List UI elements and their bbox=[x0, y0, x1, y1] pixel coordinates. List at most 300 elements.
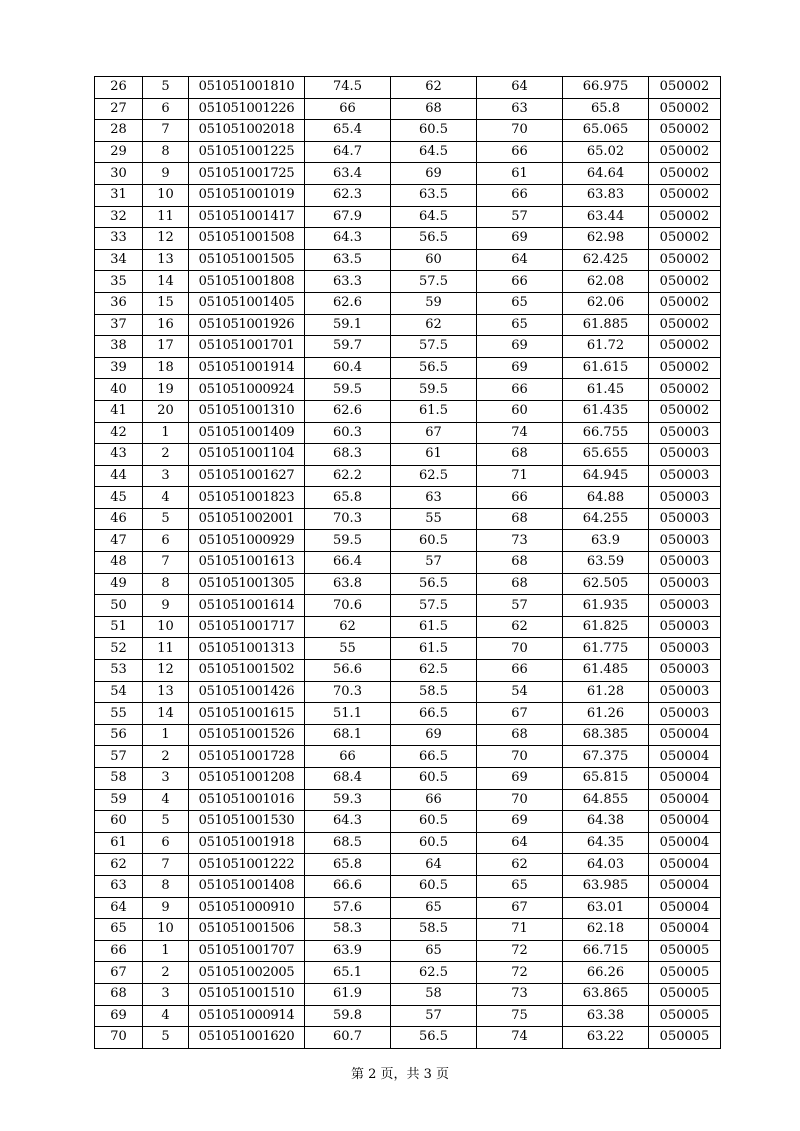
total-score-cell: 65.815 bbox=[563, 768, 649, 790]
score-b-cell: 66.5 bbox=[391, 746, 477, 768]
score-b-cell: 57 bbox=[391, 1005, 477, 1027]
group-rank-cell: 2 bbox=[143, 962, 189, 984]
serial-number-cell: 70 bbox=[95, 1027, 143, 1049]
group-rank-cell: 2 bbox=[143, 444, 189, 466]
score-a-cell: 59.7 bbox=[305, 336, 391, 358]
total-score-cell: 64.64 bbox=[563, 163, 649, 185]
score-a-cell: 59.8 bbox=[305, 1005, 391, 1027]
score-b-cell: 69 bbox=[391, 163, 477, 185]
score-a-cell: 57.6 bbox=[305, 897, 391, 919]
table-row bbox=[95, 703, 721, 725]
exam-id-cell: 051051001615 bbox=[189, 703, 305, 725]
position-code-cell: 050005 bbox=[649, 1005, 721, 1027]
position-code-cell: 050002 bbox=[649, 98, 721, 120]
total-score-cell: 65.02 bbox=[563, 141, 649, 163]
table-row bbox=[95, 854, 721, 876]
group-rank-cell: 1 bbox=[143, 724, 189, 746]
score-a-cell: 59.3 bbox=[305, 789, 391, 811]
score-a-cell: 63.3 bbox=[305, 271, 391, 293]
exam-id-cell: 051051001530 bbox=[189, 811, 305, 833]
score-a-cell: 62.3 bbox=[305, 184, 391, 206]
group-rank-cell: 13 bbox=[143, 249, 189, 271]
score-a-cell: 56.6 bbox=[305, 660, 391, 682]
score-c-cell: 68 bbox=[477, 552, 563, 574]
group-rank-cell: 9 bbox=[143, 595, 189, 617]
total-score-cell: 62.505 bbox=[563, 573, 649, 595]
exam-id-cell: 051051001409 bbox=[189, 422, 305, 444]
table-row bbox=[95, 98, 721, 120]
total-score-cell: 64.945 bbox=[563, 465, 649, 487]
exam-id-cell: 051051001823 bbox=[189, 487, 305, 509]
total-score-cell: 64.38 bbox=[563, 811, 649, 833]
score-c-cell: 67 bbox=[477, 897, 563, 919]
score-a-cell: 68.4 bbox=[305, 768, 391, 790]
score-a-cell: 61.9 bbox=[305, 983, 391, 1005]
serial-number-cell: 65 bbox=[95, 919, 143, 941]
table-row bbox=[95, 379, 721, 401]
group-rank-cell: 7 bbox=[143, 854, 189, 876]
position-code-cell: 050003 bbox=[649, 616, 721, 638]
exam-id-cell: 051051001408 bbox=[189, 875, 305, 897]
table-row bbox=[95, 314, 721, 336]
score-c-cell: 73 bbox=[477, 983, 563, 1005]
group-rank-cell: 14 bbox=[143, 703, 189, 725]
serial-number-cell: 64 bbox=[95, 897, 143, 919]
score-c-cell: 65 bbox=[477, 292, 563, 314]
table-row bbox=[95, 444, 721, 466]
serial-number-cell: 46 bbox=[95, 508, 143, 530]
position-code-cell: 050002 bbox=[649, 400, 721, 422]
position-code-cell: 050002 bbox=[649, 379, 721, 401]
group-rank-cell: 1 bbox=[143, 422, 189, 444]
group-rank-cell: 1 bbox=[143, 940, 189, 962]
table-row bbox=[95, 77, 721, 99]
score-b-cell: 55 bbox=[391, 508, 477, 530]
score-b-cell: 59.5 bbox=[391, 379, 477, 401]
score-b-cell: 64.5 bbox=[391, 206, 477, 228]
exam-id-cell: 051051001508 bbox=[189, 228, 305, 250]
score-b-cell: 65 bbox=[391, 940, 477, 962]
total-score-cell: 61.435 bbox=[563, 400, 649, 422]
position-code-cell: 050005 bbox=[649, 1027, 721, 1049]
serial-number-cell: 33 bbox=[95, 228, 143, 250]
exam-id-cell: 051051001926 bbox=[189, 314, 305, 336]
group-rank-cell: 3 bbox=[143, 465, 189, 487]
exam-id-cell: 051051001502 bbox=[189, 660, 305, 682]
position-code-cell: 050002 bbox=[649, 249, 721, 271]
table-row bbox=[95, 638, 721, 660]
score-b-cell: 62.5 bbox=[391, 962, 477, 984]
table-row bbox=[95, 336, 721, 358]
score-c-cell: 68 bbox=[477, 508, 563, 530]
serial-number-cell: 56 bbox=[95, 724, 143, 746]
score-c-cell: 66 bbox=[477, 487, 563, 509]
score-c-cell: 70 bbox=[477, 120, 563, 142]
group-rank-cell: 10 bbox=[143, 919, 189, 941]
serial-number-cell: 34 bbox=[95, 249, 143, 271]
score-b-cell: 61.5 bbox=[391, 638, 477, 660]
score-c-cell: 73 bbox=[477, 530, 563, 552]
score-a-cell: 63.9 bbox=[305, 940, 391, 962]
score-c-cell: 60 bbox=[477, 400, 563, 422]
position-code-cell: 050005 bbox=[649, 983, 721, 1005]
group-rank-cell: 20 bbox=[143, 400, 189, 422]
score-b-cell: 57.5 bbox=[391, 595, 477, 617]
exam-id-cell: 051051001506 bbox=[189, 919, 305, 941]
score-b-cell: 58.5 bbox=[391, 919, 477, 941]
score-b-cell: 56.5 bbox=[391, 228, 477, 250]
total-score-cell: 67.375 bbox=[563, 746, 649, 768]
serial-number-cell: 51 bbox=[95, 616, 143, 638]
serial-number-cell: 38 bbox=[95, 336, 143, 358]
score-b-cell: 57 bbox=[391, 552, 477, 574]
group-rank-cell: 8 bbox=[143, 875, 189, 897]
table-row bbox=[95, 832, 721, 854]
position-code-cell: 050002 bbox=[649, 292, 721, 314]
group-rank-cell: 5 bbox=[143, 77, 189, 99]
serial-number-cell: 58 bbox=[95, 768, 143, 790]
score-b-cell: 62 bbox=[391, 314, 477, 336]
group-rank-cell: 5 bbox=[143, 811, 189, 833]
score-a-cell: 59.1 bbox=[305, 314, 391, 336]
serial-number-cell: 61 bbox=[95, 832, 143, 854]
exam-id-cell: 051051001405 bbox=[189, 292, 305, 314]
total-score-cell: 62.98 bbox=[563, 228, 649, 250]
exam-id-cell: 051051001620 bbox=[189, 1027, 305, 1049]
score-c-cell: 66 bbox=[477, 660, 563, 682]
score-b-cell: 60.5 bbox=[391, 120, 477, 142]
serial-number-cell: 45 bbox=[95, 487, 143, 509]
table-row bbox=[95, 1027, 721, 1049]
score-c-cell: 70 bbox=[477, 746, 563, 768]
score-a-cell: 64.3 bbox=[305, 811, 391, 833]
score-a-cell: 60.7 bbox=[305, 1027, 391, 1049]
position-code-cell: 050004 bbox=[649, 789, 721, 811]
score-b-cell: 62 bbox=[391, 77, 477, 99]
score-c-cell: 72 bbox=[477, 962, 563, 984]
group-rank-cell: 13 bbox=[143, 681, 189, 703]
serial-number-cell: 28 bbox=[95, 120, 143, 142]
group-rank-cell: 12 bbox=[143, 228, 189, 250]
table-row bbox=[95, 184, 721, 206]
score-a-cell: 68.1 bbox=[305, 724, 391, 746]
exam-id-cell: 051051001526 bbox=[189, 724, 305, 746]
total-score-cell: 61.45 bbox=[563, 379, 649, 401]
score-b-cell: 58 bbox=[391, 983, 477, 1005]
score-a-cell: 62.6 bbox=[305, 400, 391, 422]
serial-number-cell: 42 bbox=[95, 422, 143, 444]
score-c-cell: 71 bbox=[477, 919, 563, 941]
exam-id-cell: 051051001707 bbox=[189, 940, 305, 962]
position-code-cell: 050003 bbox=[649, 487, 721, 509]
score-c-cell: 57 bbox=[477, 206, 563, 228]
group-rank-cell: 3 bbox=[143, 768, 189, 790]
group-rank-cell: 7 bbox=[143, 552, 189, 574]
position-code-cell: 050004 bbox=[649, 832, 721, 854]
serial-number-cell: 26 bbox=[95, 77, 143, 99]
serial-number-cell: 48 bbox=[95, 552, 143, 574]
total-score-cell: 65.8 bbox=[563, 98, 649, 120]
score-b-cell: 65 bbox=[391, 897, 477, 919]
score-a-cell: 66 bbox=[305, 746, 391, 768]
exam-id-cell: 051051001222 bbox=[189, 854, 305, 876]
score-b-cell: 68 bbox=[391, 98, 477, 120]
serial-number-cell: 36 bbox=[95, 292, 143, 314]
total-score-cell: 63.9 bbox=[563, 530, 649, 552]
group-rank-cell: 8 bbox=[143, 573, 189, 595]
score-b-cell: 60.5 bbox=[391, 811, 477, 833]
serial-number-cell: 32 bbox=[95, 206, 143, 228]
position-code-cell: 050002 bbox=[649, 357, 721, 379]
group-rank-cell: 4 bbox=[143, 487, 189, 509]
table-row bbox=[95, 271, 721, 293]
group-rank-cell: 11 bbox=[143, 638, 189, 660]
score-c-cell: 68 bbox=[477, 573, 563, 595]
total-score-cell: 63.38 bbox=[563, 1005, 649, 1027]
group-rank-cell: 9 bbox=[143, 163, 189, 185]
score-a-cell: 64.7 bbox=[305, 141, 391, 163]
table-row bbox=[95, 508, 721, 530]
score-c-cell: 65 bbox=[477, 875, 563, 897]
position-code-cell: 050003 bbox=[649, 465, 721, 487]
score-a-cell: 59.5 bbox=[305, 530, 391, 552]
serial-number-cell: 37 bbox=[95, 314, 143, 336]
table-row bbox=[95, 292, 721, 314]
group-rank-cell: 15 bbox=[143, 292, 189, 314]
exam-id-cell: 051051002001 bbox=[189, 508, 305, 530]
group-rank-cell: 14 bbox=[143, 271, 189, 293]
total-score-cell: 63.01 bbox=[563, 897, 649, 919]
total-score-cell: 63.22 bbox=[563, 1027, 649, 1049]
exam-id-cell: 051051001725 bbox=[189, 163, 305, 185]
score-a-cell: 68.5 bbox=[305, 832, 391, 854]
group-rank-cell: 17 bbox=[143, 336, 189, 358]
score-b-cell: 56.5 bbox=[391, 357, 477, 379]
serial-number-cell: 39 bbox=[95, 357, 143, 379]
position-code-cell: 050002 bbox=[649, 206, 721, 228]
score-a-cell: 62 bbox=[305, 616, 391, 638]
exam-id-cell: 051051001728 bbox=[189, 746, 305, 768]
score-a-cell: 64.3 bbox=[305, 228, 391, 250]
serial-number-cell: 66 bbox=[95, 940, 143, 962]
score-b-cell: 64.5 bbox=[391, 141, 477, 163]
score-a-cell: 70.3 bbox=[305, 681, 391, 703]
table-row bbox=[95, 552, 721, 574]
score-b-cell: 62.5 bbox=[391, 660, 477, 682]
score-c-cell: 67 bbox=[477, 703, 563, 725]
exam-id-cell: 051051001627 bbox=[189, 465, 305, 487]
table-row bbox=[95, 357, 721, 379]
serial-number-cell: 62 bbox=[95, 854, 143, 876]
total-score-cell: 64.88 bbox=[563, 487, 649, 509]
score-c-cell: 69 bbox=[477, 811, 563, 833]
score-c-cell: 69 bbox=[477, 768, 563, 790]
score-c-cell: 74 bbox=[477, 1027, 563, 1049]
exam-id-cell: 051051001918 bbox=[189, 832, 305, 854]
score-b-cell: 56.5 bbox=[391, 573, 477, 595]
table-row bbox=[95, 163, 721, 185]
score-c-cell: 70 bbox=[477, 638, 563, 660]
group-rank-cell: 10 bbox=[143, 616, 189, 638]
group-rank-cell: 5 bbox=[143, 508, 189, 530]
score-c-cell: 68 bbox=[477, 724, 563, 746]
exam-id-cell: 051051001313 bbox=[189, 638, 305, 660]
table-row bbox=[95, 724, 721, 746]
serial-number-cell: 63 bbox=[95, 875, 143, 897]
serial-number-cell: 68 bbox=[95, 983, 143, 1005]
total-score-cell: 63.59 bbox=[563, 552, 649, 574]
score-c-cell: 64 bbox=[477, 832, 563, 854]
score-b-cell: 60 bbox=[391, 249, 477, 271]
table-row bbox=[95, 897, 721, 919]
position-code-cell: 050003 bbox=[649, 660, 721, 682]
table-row bbox=[95, 120, 721, 142]
group-rank-cell: 8 bbox=[143, 141, 189, 163]
total-score-cell: 68.385 bbox=[563, 724, 649, 746]
score-c-cell: 69 bbox=[477, 336, 563, 358]
position-code-cell: 050003 bbox=[649, 422, 721, 444]
exam-id-cell: 051051001016 bbox=[189, 789, 305, 811]
group-rank-cell: 12 bbox=[143, 660, 189, 682]
position-code-cell: 050002 bbox=[649, 228, 721, 250]
exam-id-cell: 051051000924 bbox=[189, 379, 305, 401]
group-rank-cell: 7 bbox=[143, 120, 189, 142]
table-row bbox=[95, 228, 721, 250]
score-a-cell: 63.4 bbox=[305, 163, 391, 185]
serial-number-cell: 27 bbox=[95, 98, 143, 120]
exam-id-cell: 051051001226 bbox=[189, 98, 305, 120]
serial-number-cell: 67 bbox=[95, 962, 143, 984]
total-score-cell: 62.425 bbox=[563, 249, 649, 271]
serial-number-cell: 52 bbox=[95, 638, 143, 660]
score-b-cell: 61 bbox=[391, 444, 477, 466]
serial-number-cell: 53 bbox=[95, 660, 143, 682]
score-b-cell: 58.5 bbox=[391, 681, 477, 703]
total-score-cell: 66.755 bbox=[563, 422, 649, 444]
score-a-cell: 60.4 bbox=[305, 357, 391, 379]
table-row bbox=[95, 595, 721, 617]
score-a-cell: 66.6 bbox=[305, 875, 391, 897]
total-score-cell: 62.08 bbox=[563, 271, 649, 293]
position-code-cell: 050002 bbox=[649, 336, 721, 358]
table-row bbox=[95, 400, 721, 422]
score-c-cell: 61 bbox=[477, 163, 563, 185]
exam-id-cell: 051051001914 bbox=[189, 357, 305, 379]
exam-id-cell: 051051001019 bbox=[189, 184, 305, 206]
total-score-cell: 66.715 bbox=[563, 940, 649, 962]
exam-id-cell: 051051000929 bbox=[189, 530, 305, 552]
score-c-cell: 65 bbox=[477, 314, 563, 336]
group-rank-cell: 9 bbox=[143, 897, 189, 919]
score-a-cell: 66 bbox=[305, 98, 391, 120]
score-a-cell: 74.5 bbox=[305, 77, 391, 99]
score-table bbox=[94, 76, 721, 1049]
exam-id-cell: 051051001808 bbox=[189, 271, 305, 293]
group-rank-cell: 6 bbox=[143, 832, 189, 854]
position-code-cell: 050004 bbox=[649, 746, 721, 768]
exam-id-cell: 051051001310 bbox=[189, 400, 305, 422]
exam-id-cell: 051051001305 bbox=[189, 573, 305, 595]
serial-number-cell: 55 bbox=[95, 703, 143, 725]
score-c-cell: 63 bbox=[477, 98, 563, 120]
score-b-cell: 67 bbox=[391, 422, 477, 444]
total-score-cell: 62.06 bbox=[563, 292, 649, 314]
score-b-cell: 62.5 bbox=[391, 465, 477, 487]
group-rank-cell: 5 bbox=[143, 1027, 189, 1049]
group-rank-cell: 4 bbox=[143, 1005, 189, 1027]
table-row bbox=[95, 1005, 721, 1027]
exam-id-cell: 051051002005 bbox=[189, 962, 305, 984]
exam-id-cell: 051051000914 bbox=[189, 1005, 305, 1027]
serial-number-cell: 44 bbox=[95, 465, 143, 487]
exam-id-cell: 051051001717 bbox=[189, 616, 305, 638]
score-a-cell: 68.3 bbox=[305, 444, 391, 466]
score-c-cell: 64 bbox=[477, 249, 563, 271]
score-a-cell: 62.6 bbox=[305, 292, 391, 314]
total-score-cell: 61.935 bbox=[563, 595, 649, 617]
score-a-cell: 70.6 bbox=[305, 595, 391, 617]
score-a-cell: 65.8 bbox=[305, 854, 391, 876]
score-a-cell: 55 bbox=[305, 638, 391, 660]
table-row bbox=[95, 660, 721, 682]
group-rank-cell: 3 bbox=[143, 983, 189, 1005]
table-row bbox=[95, 875, 721, 897]
total-score-cell: 64.35 bbox=[563, 832, 649, 854]
total-score-cell: 65.655 bbox=[563, 444, 649, 466]
exam-id-cell: 051051000910 bbox=[189, 897, 305, 919]
total-score-cell: 61.26 bbox=[563, 703, 649, 725]
score-b-cell: 66 bbox=[391, 789, 477, 811]
score-b-cell: 64 bbox=[391, 854, 477, 876]
group-rank-cell: 18 bbox=[143, 357, 189, 379]
score-c-cell: 74 bbox=[477, 422, 563, 444]
position-code-cell: 050003 bbox=[649, 508, 721, 530]
total-score-cell: 65.065 bbox=[563, 120, 649, 142]
total-score-cell: 61.28 bbox=[563, 681, 649, 703]
exam-id-cell: 051051001614 bbox=[189, 595, 305, 617]
position-code-cell: 050003 bbox=[649, 444, 721, 466]
score-b-cell: 57.5 bbox=[391, 336, 477, 358]
score-a-cell: 62.2 bbox=[305, 465, 391, 487]
table-row bbox=[95, 530, 721, 552]
score-a-cell: 65.1 bbox=[305, 962, 391, 984]
exam-id-cell: 051051001104 bbox=[189, 444, 305, 466]
total-score-cell: 66.26 bbox=[563, 962, 649, 984]
total-score-cell: 64.255 bbox=[563, 508, 649, 530]
serial-number-cell: 47 bbox=[95, 530, 143, 552]
group-rank-cell: 6 bbox=[143, 98, 189, 120]
score-b-cell: 60.5 bbox=[391, 530, 477, 552]
score-c-cell: 57 bbox=[477, 595, 563, 617]
total-score-cell: 62.18 bbox=[563, 919, 649, 941]
serial-number-cell: 43 bbox=[95, 444, 143, 466]
exam-id-cell: 051051001505 bbox=[189, 249, 305, 271]
score-a-cell: 58.3 bbox=[305, 919, 391, 941]
serial-number-cell: 40 bbox=[95, 379, 143, 401]
serial-number-cell: 31 bbox=[95, 184, 143, 206]
score-c-cell: 54 bbox=[477, 681, 563, 703]
total-score-cell: 63.83 bbox=[563, 184, 649, 206]
total-score-cell: 63.985 bbox=[563, 875, 649, 897]
total-score-cell: 63.865 bbox=[563, 983, 649, 1005]
position-code-cell: 050004 bbox=[649, 897, 721, 919]
position-code-cell: 050002 bbox=[649, 314, 721, 336]
group-rank-cell: 6 bbox=[143, 530, 189, 552]
score-c-cell: 64 bbox=[477, 77, 563, 99]
exam-id-cell: 051051001426 bbox=[189, 681, 305, 703]
table-row bbox=[95, 789, 721, 811]
score-b-cell: 66.5 bbox=[391, 703, 477, 725]
